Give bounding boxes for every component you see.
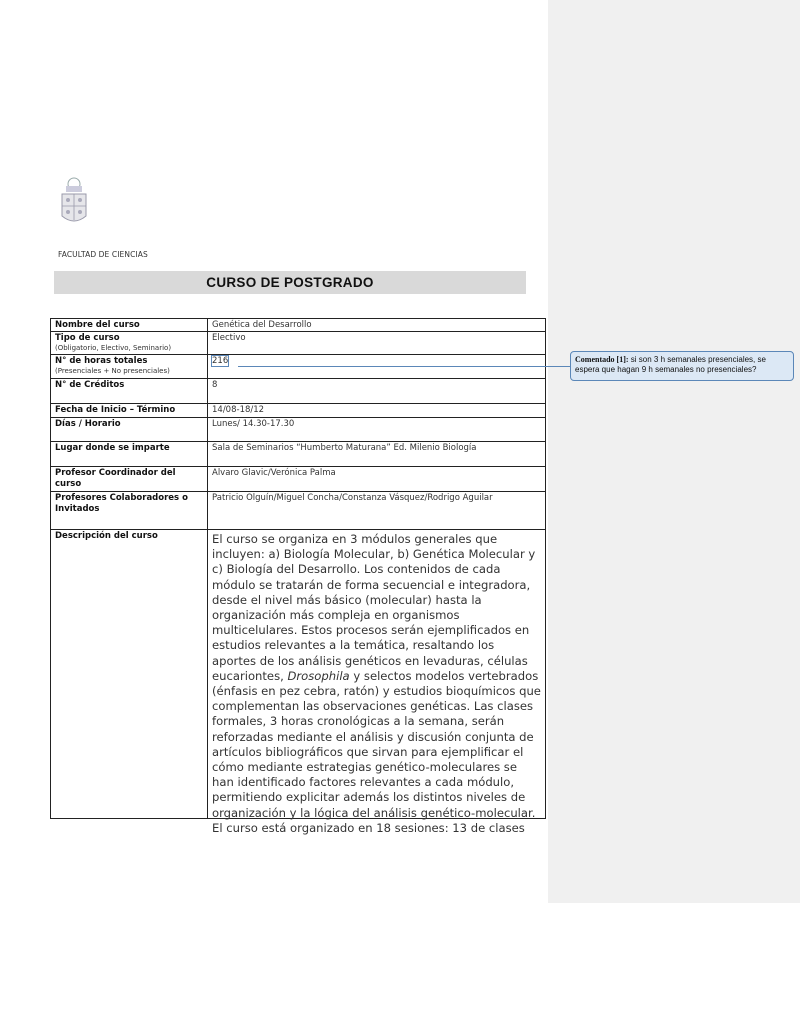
row-value: Lunes/ 14.30-17.30: [208, 418, 546, 442]
row-label: [51, 530, 208, 819]
title-bar: [54, 271, 526, 294]
course-description: [212, 531, 541, 835]
row-label: [51, 332, 208, 355]
row-label-text: Profesor Coordinador del curso: [55, 468, 176, 489]
table-row: [51, 332, 546, 355]
table-row: [51, 530, 546, 819]
row-label-text: Descripción del curso: [55, 531, 158, 541]
table-row: [51, 404, 546, 418]
row-value: Electivo: [208, 332, 546, 355]
row-sublabel: (Obligatorio, Electivo, Seminario): [55, 344, 172, 352]
row-label-text: Nombre del curso: [55, 320, 140, 330]
row-value: Alvaro Glavic/Verónica Palma: [208, 467, 546, 492]
table-row: [51, 467, 546, 492]
row-label: [51, 319, 208, 332]
description-text-cont: y selectos modelos vertebrados (énfasis en pez cebra, ratón) y estudios bioquímicos que complementan las observaciones genéticas. Las clases formales, 3 horas cronológicas a la semana, serán reforzadas mediante el análisis y discusión conjunta de artículos bibliográficos que sirvan para ejemplificar el cómo mediante estrategias genético-moleculares se han identificado factores relevantes a cada módulo, permitiendo explicitar además los distintos niveles de organización y la lógica del análisis genético-molecular. El curso está organizado en 18 sesiones: 13 de clases: [212, 668, 541, 835]
row-label-text: Fecha de Inicio – Término: [55, 405, 176, 415]
table-row: [51, 442, 546, 467]
table-row: [51, 379, 546, 404]
table-row: [51, 418, 546, 442]
university-seal-logo: [56, 176, 92, 230]
row-label-text: Profesores Colaboradores o Invitados: [55, 493, 188, 514]
row-label: [51, 379, 208, 404]
course-info-table: [50, 318, 546, 835]
table-row: [51, 492, 546, 530]
row-label-text: N° de horas totales: [55, 356, 148, 366]
row-value: Patricio Olguín/Miguel Concha/Constanza Vásquez/Rodrigo Aguilar: [208, 492, 546, 530]
description-cell: [208, 530, 546, 835]
row-label: [51, 442, 208, 467]
row-label: [51, 404, 208, 418]
comment-text: si son 3 h semanales presenciales, se espera que hagan 9 h semanales no presenciales?: [575, 355, 766, 374]
comment-balloon[interactable]: [570, 351, 794, 381]
comment-margin-panel: [548, 0, 800, 903]
comment-connector-line: [238, 366, 571, 367]
row-label: [51, 418, 208, 442]
description-text: El curso se organiza en 3 módulos generales que incluyen: a) Biología Molecular, b) Genética Molecular y c) Biología del Desarrollo. Los contenidos de cada módulo se tratarán de forma secuencial e integradora, desde el nivel más básico (molecular) hasta la organización más compleja en organismos multicelulares. Estos procesos serán ejemplificados en estudios relevantes a la temática, resaltando los aportes de los análisis genéticos en levaduras, células eucariontes,: [212, 532, 536, 683]
comment-author: Comentado [1]:: [575, 355, 629, 364]
table-row: [51, 319, 546, 332]
row-value: 14/08-18/12: [208, 404, 546, 418]
row-label-text: Lugar donde se imparte: [55, 443, 170, 453]
row-label: [51, 355, 208, 379]
row-value: Genética del Desarrollo: [208, 319, 546, 332]
row-label: [51, 467, 208, 492]
description-italic-term: Drosophila: [287, 668, 350, 683]
row-label-text: N° de Créditos: [55, 380, 125, 390]
faculty-name: FACULTAD DE CIENCIAS: [58, 250, 148, 259]
row-label-text: Tipo de curso: [55, 333, 120, 343]
row-value: Sala de Seminarios “Humberto Maturana” Ed. Milenio Biología: [208, 442, 546, 467]
row-label-text: Días / Horario: [55, 419, 121, 429]
row-sublabel: (Presenciales + No presenciales): [55, 367, 170, 375]
row-value: 8: [208, 379, 546, 404]
commented-text-highlight[interactable]: 216: [212, 356, 229, 366]
row-label: [51, 492, 208, 530]
page-title: CURSO DE POSTGRADO: [206, 275, 374, 290]
